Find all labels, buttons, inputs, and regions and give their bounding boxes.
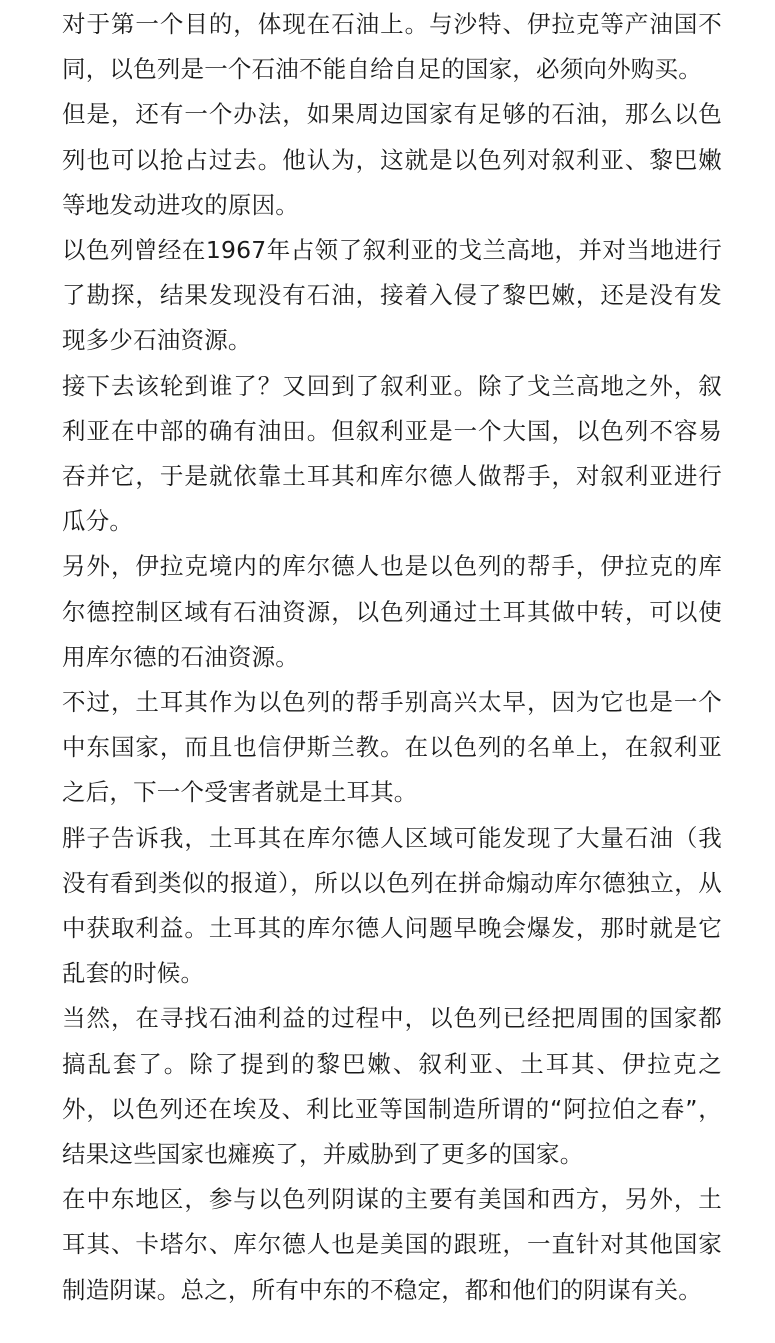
paragraph: 另外，伊拉克境内的库尔德人也是以色列的帮手，伊拉克的库尔德控制区域有石油资源，以色列通过土耳其做中转，可以使用库尔德的石油资源。 — [62, 552, 722, 671]
paragraph: 接下去该轮到谁了？又回到了叙利亚。除了戈兰高地之外，叙利亚在中部的确有油田。但叙利亚是一个大国，以色列不容易吞并它，于是就依靠土耳其和库尔德人做帮手，对叙利亚进行瓜分。 — [62, 371, 722, 536]
paragraph: 胖子告诉我，土耳其在库尔德人区域可能发现了大量石油（我没有看到类似的报道），所以以色列在拼命煽动库尔德独立，从中获取利益。土耳其的库尔德人问题早晚会爆发，那时就是它乱套的时候。 — [62, 823, 722, 988]
article-body — [62, 0, 722, 1313]
paragraph: 不过，土耳其作为以色列的帮手别高兴太早，因为它也是一个中东国家，而且也信伊斯兰教。在以色列的名单上，在叙利亚之后，下一个受害者就是土耳其。 — [62, 688, 722, 807]
paragraph: 但是，还有一个办法，如果周边国家有足够的石油，那么以色列也可以抢占过去。他认为，这就是以色列对叙利亚、黎巴嫩等地发动进攻的原因。 — [62, 100, 722, 219]
paragraph: 对于第一个目的，体现在石油上。与沙特、伊拉克等产油国不同，以色列是一个石油不能自给自足的国家，必须向外购买。 — [62, 10, 722, 84]
paragraph: 以色列曾经在1967年占领了叙利亚的戈兰高地，并对当地进行了勘探，结果发现没有石油，接着入侵了黎巴嫩，还是没有发现多少石油资源。 — [62, 236, 722, 355]
paragraph: 当然，在寻找石油利益的过程中，以色列已经把周围的国家都搞乱套了。除了提到的黎巴嫩、叙利亚、土耳其、伊拉克之外，以色列还在埃及、利比亚等国制造所谓的“阿拉伯之春”，结果这些国家也瘫痪了，并威胁到了更多的国家。 — [62, 1004, 722, 1169]
paragraph: 在中东地区，参与以色列阴谋的主要有美国和西方，另外，土耳其、卡塔尔、库尔德人也是美国的跟班，一直针对其他国家制造阴谋。总之，所有中东的不稳定，都和他们的阴谋有关。 — [62, 1185, 722, 1304]
